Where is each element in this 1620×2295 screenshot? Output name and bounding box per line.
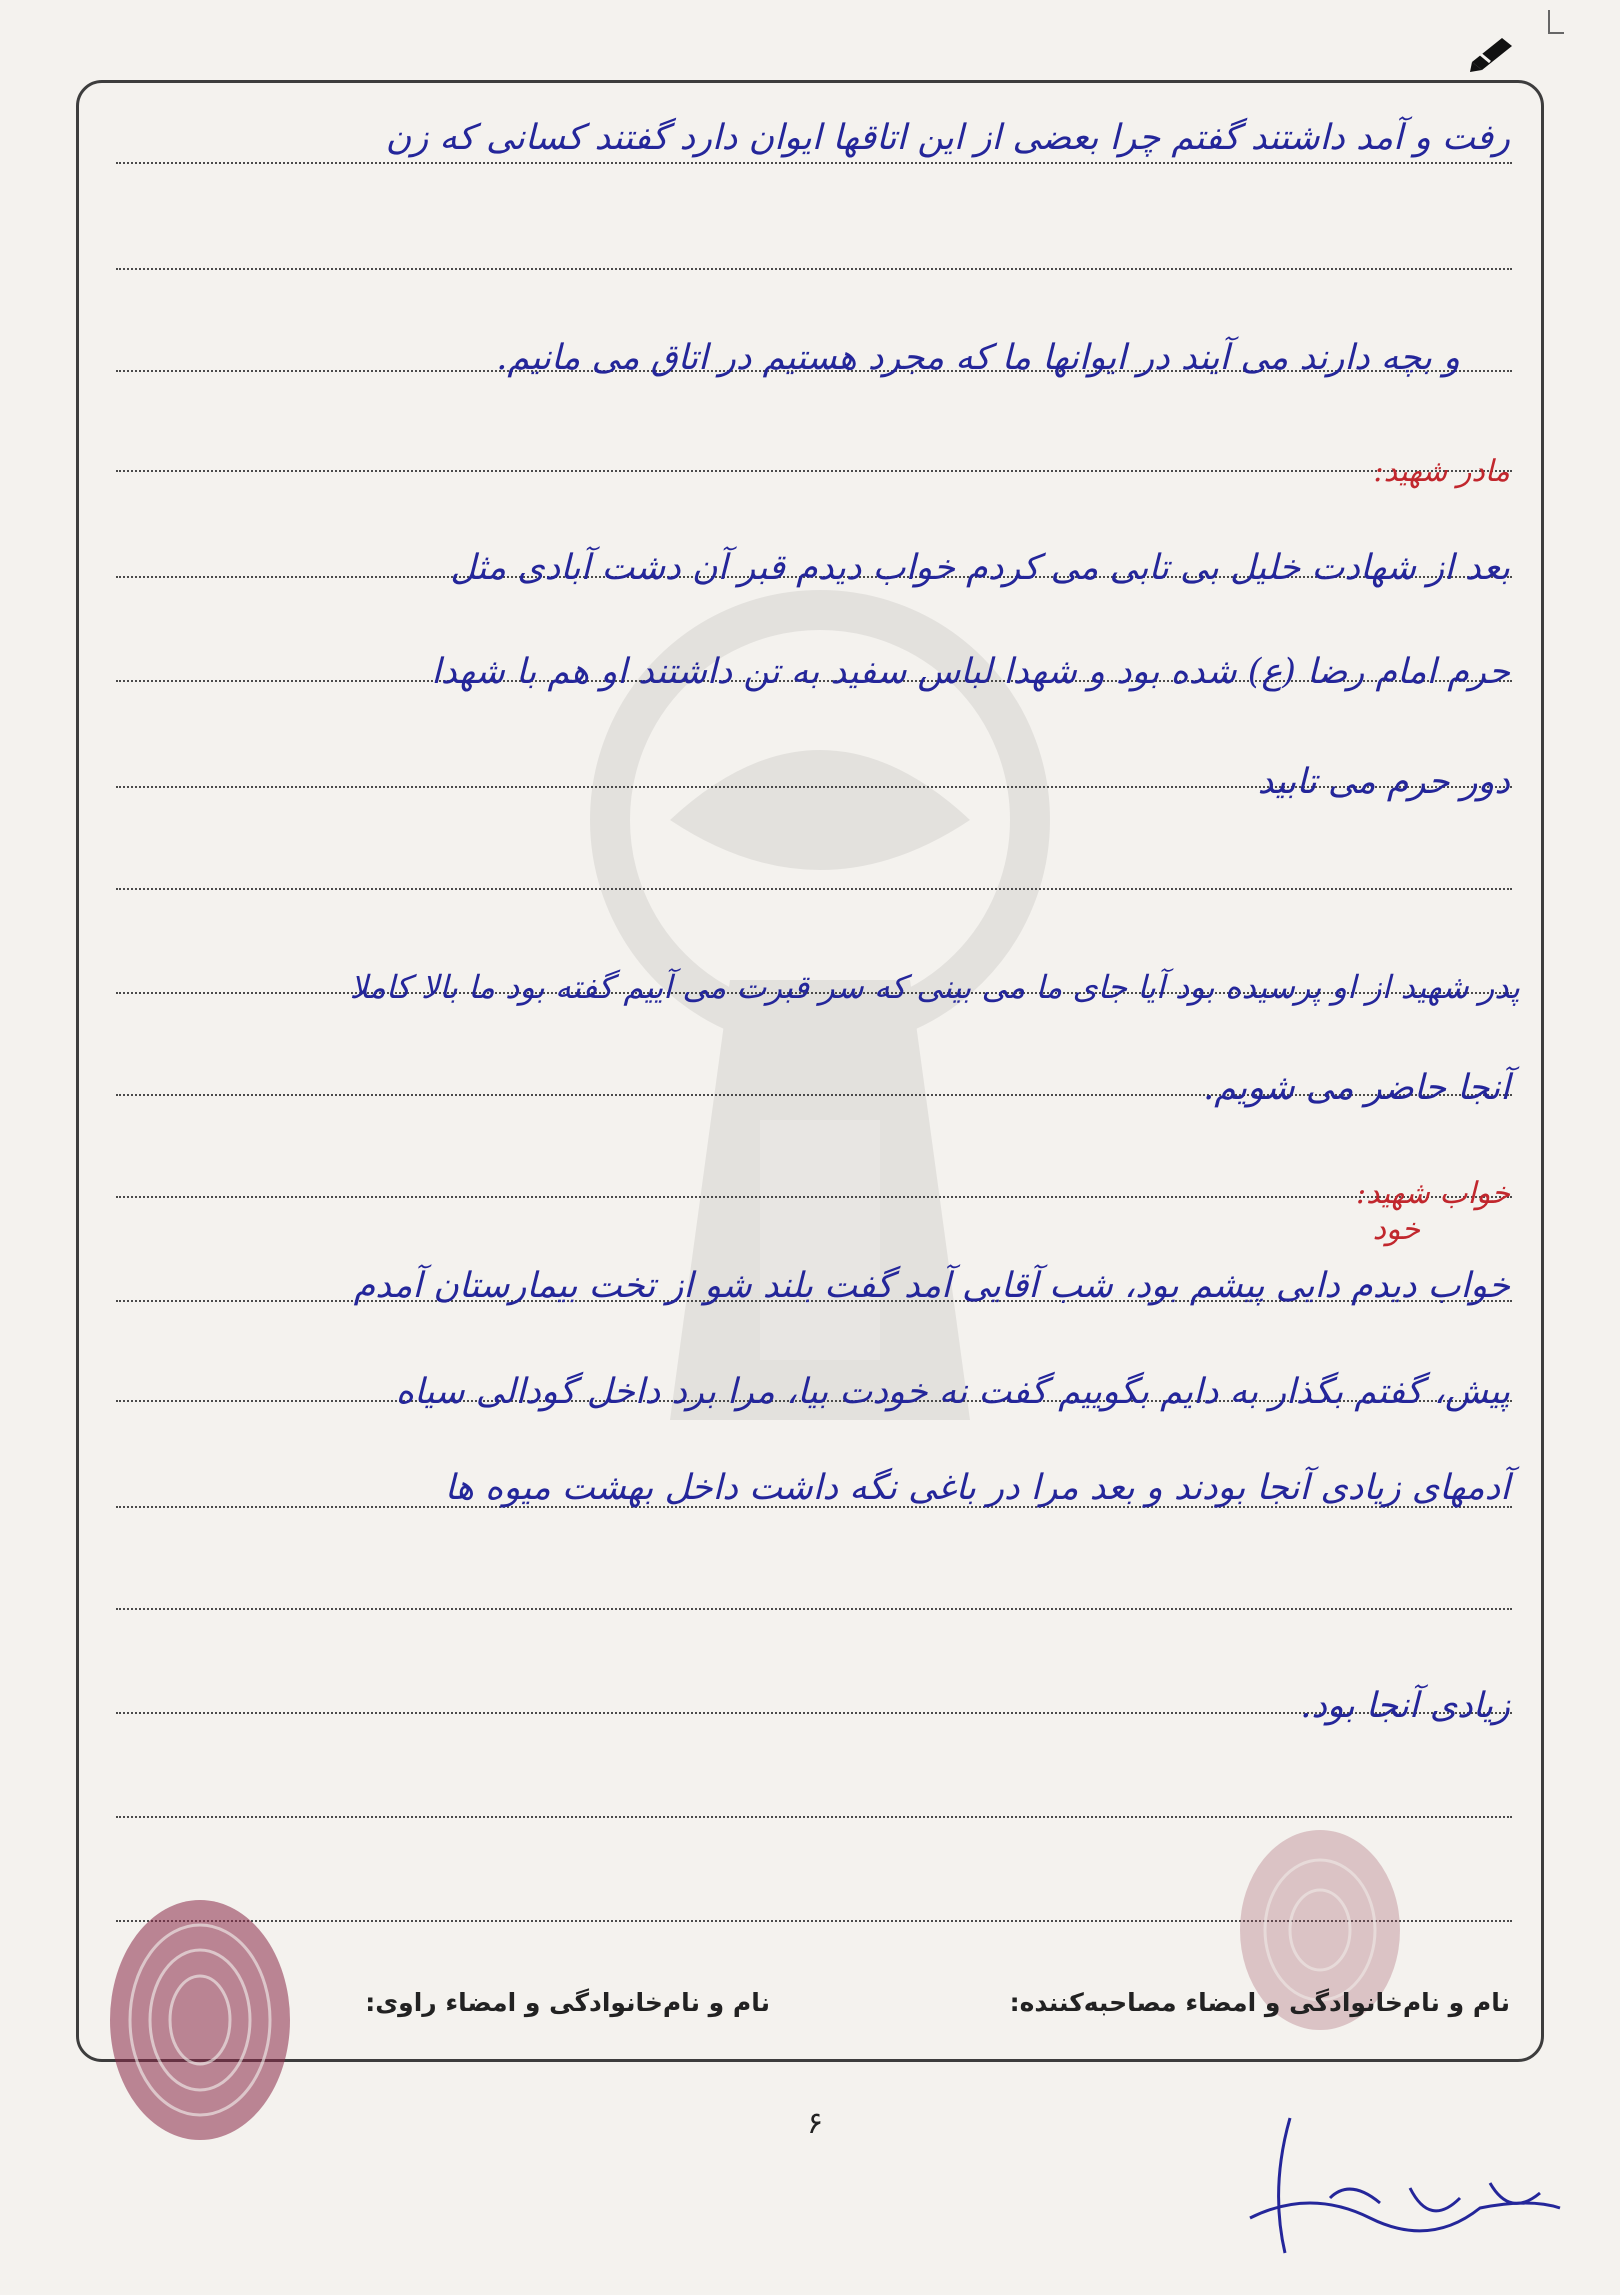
handwritten-line: آدمهای زیادی آنجا بودند و بعد مرا در باغی نگه داشت داخل بهشت میوه ها xyxy=(444,1468,1510,1508)
section-heading: مادر شهید: xyxy=(1373,454,1510,489)
handwritten-line: و بچه دارند می آیند در ایوانها ما که مجرد هستیم در اتاق می مانیم. xyxy=(496,338,1460,378)
dotted-rule xyxy=(116,470,1512,472)
handwritten-line: خواب دیدم دایی پیشم بود، شب آقایی آمد گفت بلند شو از تخت بیمارستان آمدم xyxy=(353,1266,1510,1306)
dotted-rule xyxy=(116,1196,1512,1198)
interviewer-signature-label: نام و نام‌خانوادگی و امضاء مصاحبه‌کننده: xyxy=(1009,1988,1510,2017)
dotted-rule xyxy=(116,1920,1512,1922)
dotted-rule xyxy=(116,1608,1512,1610)
dotted-rule xyxy=(116,888,1512,890)
dotted-rule xyxy=(116,1816,1512,1818)
narrator-signature-label: نام و نام‌خانوادگی و امضاء راوی: xyxy=(365,1988,770,2017)
dotted-rule xyxy=(116,162,1512,164)
handwritten-line: حرم امام رضا (ع) شده بود و شهدا لباس سفید به تن داشتند او هم با شهدا xyxy=(431,652,1510,692)
handwritten-line: زیادی آنجا بود. xyxy=(1300,1686,1510,1726)
section-heading-sub: خود xyxy=(1372,1212,1420,1247)
handwritten-line: بعد از شهادت خلیل بی تابی می کردم خواب دیدم قبر آن دشت آبادی مثل xyxy=(450,548,1510,588)
handwritten-line: پدر شهید از او پرسیده بود آیا جای ما می بینی که سر قبرت می آییم گفته بود ما بالا کاملا xyxy=(349,968,1520,1006)
handwritten-line: رفت و آمد داشتند گفتم چرا بعضی از این اتاقها ایوان دارد گفتند کسانی که زن xyxy=(385,118,1510,158)
pencil-icon xyxy=(1468,32,1518,72)
handwritten-line: آنجا حاضر می شویم. xyxy=(1203,1068,1510,1108)
page-number: ۶ xyxy=(806,2106,824,2141)
section-heading: خواب شهید: xyxy=(1355,1176,1510,1211)
handwritten-signature xyxy=(1230,2108,1570,2258)
handwritten-line: دور حرم می تابید xyxy=(1257,762,1510,802)
handwritten-line: پیش، گفتم بگذار به دایم بگوییم گفت نه خودت بیا، مرا برد داخل گودالی سیاه xyxy=(395,1372,1510,1412)
dotted-rule xyxy=(116,268,1512,270)
corner-crop-mark xyxy=(1548,10,1564,34)
